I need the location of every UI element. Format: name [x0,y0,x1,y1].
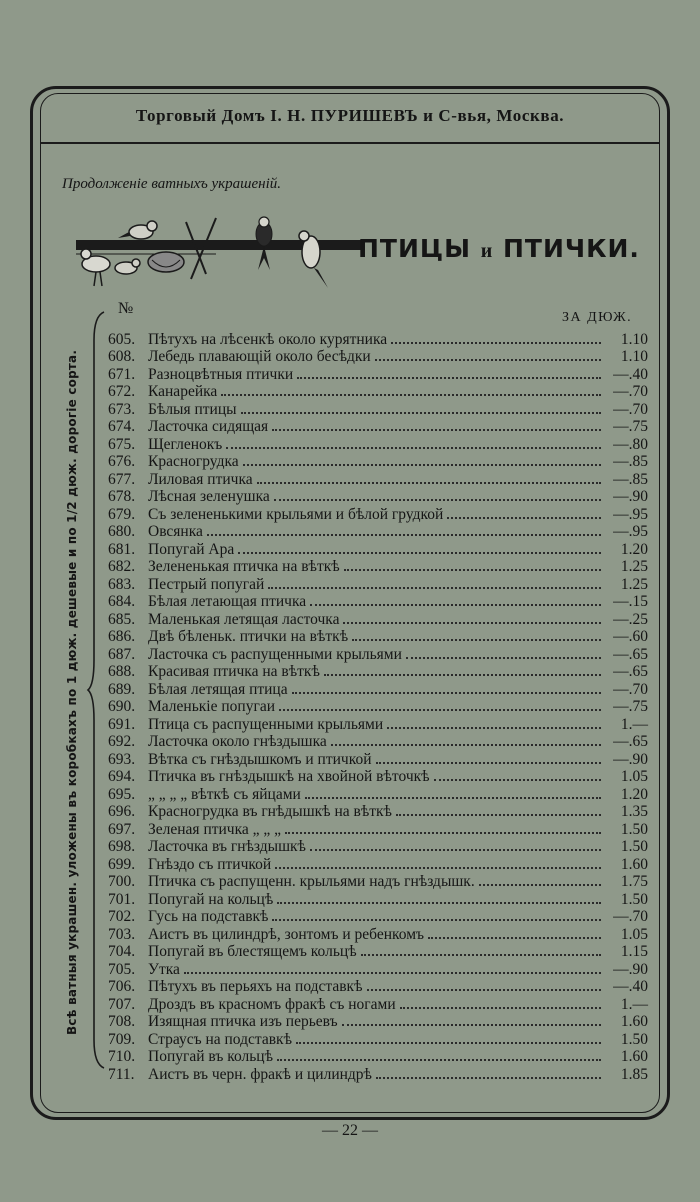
item-price: —.25 [613,610,648,628]
item-price: 1.25 [620,558,648,575]
item-number: 688. [108,663,136,680]
item-price: —.15 [613,593,648,610]
item-description: Красногрудка въ гнѣдышкѣ на вѣткѣ [148,803,392,820]
list-item [108,470,648,488]
item-description: Птичка съ распущенн. крыльями надъ гнѣздышк. [148,873,475,890]
section-subtitle: Продолженіе ватныхъ украшеній. [62,176,281,192]
item-description: Маленькая летящая ласточка [148,610,340,628]
item-description: Зелененькая птичка на вѣткѣ [148,558,340,575]
dot-leader [275,867,601,869]
item-description: Птичка въ гнѣздышкѣ на хвойной вѣточкѣ [148,768,430,785]
dot-leader [324,674,601,676]
item-number: 674. [108,418,136,435]
column-header-price: ЗА ДЮЖ. [562,310,633,325]
dot-leader [331,744,601,746]
dot-leader [375,359,601,361]
item-number: 700. [108,873,136,890]
dot-leader [296,1042,601,1044]
item-number: 695. [108,785,136,803]
item-price: 1.50 [620,838,648,855]
item-number: 710. [108,1048,136,1065]
item-description: Гусь на подставкѣ [148,908,269,925]
dot-leader [428,937,601,939]
list-item [108,890,648,908]
list-item [108,348,648,366]
item-price: —.95 [613,523,648,540]
item-price: —.70 [613,680,648,698]
item-price: 1.05 [620,768,648,785]
item-number: 673. [108,400,136,418]
list-item [108,505,648,523]
dot-leader [279,709,601,711]
item-number: 684. [108,593,136,610]
list-item [108,645,648,663]
item-price: —.65 [613,733,648,750]
list-item [108,733,648,751]
list-item [108,593,648,611]
item-price: —.70 [613,400,648,418]
item-price: 1.10 [620,330,648,348]
item-number: 676. [108,453,136,470]
item-price: 1.35 [620,803,648,820]
dot-leader [257,482,601,484]
item-description: Аистъ въ цилиндрѣ, зонтомъ и ребенкомъ [148,925,425,943]
list-item [108,663,648,681]
item-description: Ласточка сидящая [148,418,269,435]
list-item [108,925,648,943]
item-price: 1.50 [620,820,648,838]
item-number: 706. [108,978,136,995]
item-price: 1.10 [620,348,648,365]
dot-leader [238,552,601,554]
dot-leader [274,499,601,501]
item-price: 1.15 [620,943,648,960]
item-price: 1.50 [620,890,648,908]
item-number: 685. [108,610,136,628]
item-price: 1.20 [620,540,648,558]
list-item [108,1065,648,1083]
list-item [108,610,648,628]
item-number: 702. [108,908,136,925]
list-item [108,698,648,716]
list-item [108,960,648,978]
dot-leader [352,639,601,641]
item-description: Зеленая птичка „ „ „ [148,820,282,838]
item-number: 698. [108,838,136,855]
item-number: 679. [108,505,136,523]
item-description: Гнѣздо съ птичкой [148,855,272,873]
item-number: 709. [108,1030,136,1048]
item-description: Пѣтухъ въ перьяхъ на подставкѣ [148,978,363,995]
item-number: 711. [108,1065,135,1083]
item-description: Маленькіе попугаи [148,698,275,715]
item-description: Птица съ распущенными крыльями [148,715,384,733]
item-number: 605. [108,330,136,348]
dot-leader [207,534,601,536]
item-description: Бѣлая летящая птица [148,680,288,698]
item-number: 705. [108,960,136,978]
list-item [108,820,648,838]
item-number: 693. [108,750,136,768]
dot-leader [243,464,601,466]
list-item [108,575,648,593]
item-description: Пестрый попугай [148,575,265,593]
list-item [108,540,648,558]
item-price: —.65 [613,645,648,663]
item-price: —.85 [613,470,648,488]
item-price: —.75 [613,418,648,435]
dot-leader [400,1007,601,1009]
side-packaging-note: Всѣ ватныя украшен. уложены въ коробкахъ по 1 дюж. дешевые и по 1/2 дюж. дорогіе сорта. [65,349,79,1035]
item-description: Овсянка [148,523,203,540]
header-divider [40,142,660,144]
item-description: Аистъ въ черн. фракѣ и цилиндрѣ [148,1065,372,1083]
item-price: —.70 [613,908,648,925]
dot-leader [447,517,601,519]
item-price: —.95 [613,505,648,523]
item-price: 1.60 [620,1048,648,1065]
item-price: —.90 [613,488,648,505]
dot-leader [277,902,601,904]
birds-vignette-illustration [66,214,366,294]
list-item [108,453,648,471]
list-item [108,523,648,541]
list-item [108,365,648,383]
item-number: 681. [108,540,136,558]
list-item [108,418,648,436]
item-price: —.65 [613,663,648,680]
item-price: —.80 [613,435,648,453]
dot-leader [305,797,601,799]
list-item [108,768,648,786]
dot-leader [310,604,601,606]
list-item [108,855,648,873]
item-price: 1.25 [620,575,648,593]
item-number: 672. [108,383,136,400]
item-description: Лиловая птичка [148,470,253,488]
item-number: 671. [108,365,136,383]
dot-leader [272,429,601,431]
dot-leader [268,587,601,589]
dot-leader [221,394,601,396]
list-item [108,628,648,646]
dot-leader [434,779,601,781]
item-price: —.70 [613,383,648,400]
item-number: 675. [108,435,136,453]
dot-leader [272,919,601,921]
item-price: —.90 [613,750,648,768]
item-description: Ласточка въ гнѣздышкѣ [148,838,306,855]
list-item [108,750,648,768]
item-description: „ „ „ „ вѣткѣ съ яйцами [148,785,301,803]
item-description: Красивая птичка на вѣткѣ [148,663,320,680]
item-description: Попугай въ кольцѣ [148,1048,274,1065]
dot-leader [406,657,601,659]
list-item [108,330,648,348]
list-item [108,400,648,418]
item-description: Красногрудка [148,453,239,470]
dot-leader [241,412,601,414]
dot-leader [292,692,601,694]
dot-leader [184,972,601,974]
item-number: 694. [108,768,136,785]
item-price: 1.— [620,715,648,733]
list-item [108,383,648,401]
dot-leader [376,1077,601,1079]
item-number: 696. [108,803,136,820]
item-description: Попугай Ара [148,540,235,558]
section-title: ПТИЦЫ и ПТИЧКИ. [358,234,640,263]
item-number: 683. [108,575,136,593]
list-item [108,838,648,856]
item-description: Попугай на кольцѣ [148,890,274,908]
list-item [108,785,648,803]
item-price: —.60 [613,628,648,645]
item-description: Попугай въ блестящемъ кольцѣ [148,943,357,960]
dot-leader [310,849,601,851]
list-item [108,978,648,996]
list-item [108,1048,648,1066]
dot-leader [297,377,601,379]
item-description: Утка [148,960,180,978]
list-item [108,715,648,733]
list-item [108,1013,648,1031]
dot-leader [361,954,601,956]
item-description: Разноцвѣтныя птички [148,365,294,383]
item-number: 690. [108,698,136,715]
dot-leader [396,814,601,816]
item-number: 704. [108,943,136,960]
item-price: 1.05 [620,925,648,943]
item-number: 677. [108,470,136,488]
item-price: 1.75 [620,873,648,890]
item-description: Щегленокъ [148,435,223,453]
dot-leader [367,989,602,991]
item-number: 682. [108,558,136,575]
item-price: 1.— [620,995,648,1013]
list-item [108,908,648,926]
item-description: Дроздъ въ красномъ фракѣ съ ногами [148,995,396,1013]
item-description: Съ зелененькими крыльями и бѣлой грудкой [148,505,444,523]
dot-leader [343,622,601,624]
item-number: 687. [108,645,136,663]
dot-leader [344,569,601,571]
item-price: 1.85 [620,1065,648,1083]
dot-leader [277,1059,601,1061]
item-description: Пѣтухъ на лѣсенкѣ около курятника [148,330,388,348]
dot-leader [387,727,601,729]
column-header-number: № [118,300,134,317]
page-number: — 22 — [322,1122,378,1139]
list-item [108,435,648,453]
item-number: 708. [108,1013,136,1030]
list-item [108,488,648,506]
item-price: 1.60 [620,855,648,873]
item-price: —.75 [613,698,648,715]
item-number: 691. [108,715,136,733]
item-number: 697. [108,820,136,838]
list-item [108,558,648,576]
dot-leader [342,1024,601,1026]
price-list [108,330,648,1083]
item-price: —.40 [613,365,648,383]
item-description: Лѣсная зеленушка [148,488,270,505]
item-description: Бѣлая летающая птичка [148,593,307,610]
list-item [108,680,648,698]
item-number: 689. [108,680,136,698]
list-brace [86,310,108,1070]
item-number: 707. [108,995,136,1013]
item-number: 703. [108,925,136,943]
item-number: 678. [108,488,136,505]
item-price: —.90 [613,960,648,978]
item-number: 608. [108,348,136,365]
item-description: Бѣлыя птицы [148,400,237,418]
item-description: Вѣтка съ гнѣздышкомъ и птичкой [148,750,372,768]
dot-leader [376,762,601,764]
list-item [108,995,648,1013]
item-number: 692. [108,733,136,750]
item-price: 1.60 [620,1013,648,1030]
list-item [108,873,648,891]
item-description: Канарейка [148,383,218,400]
item-number: 699. [108,855,136,873]
item-description: Ласточка около гнѣздышка [148,733,327,750]
item-description: Ласточка съ распущенными крыльями [148,645,402,663]
item-description: Лебедь плавающій около бесѣдки [148,348,371,365]
item-price: 1.50 [620,1030,648,1048]
list-item [108,1030,648,1048]
item-number: 701. [108,890,136,908]
item-price: 1.20 [620,785,648,803]
item-number: 686. [108,628,136,645]
item-price: —.85 [613,453,648,470]
item-description: Двѣ бѣленьк. птички на вѣткѣ [148,628,349,645]
list-item [108,803,648,821]
item-description: Страусъ на подставкѣ [148,1030,292,1048]
dot-leader [391,342,601,344]
list-item [108,943,648,961]
item-price: —.40 [613,978,648,995]
item-description: Изящная птичка изъ перьевъ [148,1013,338,1030]
firm-header: Торговый Домъ I. Н. ПУРИШЕВЪ и С-вья, Москва. [135,106,565,125]
dot-leader [226,447,601,449]
dot-leader [479,884,601,886]
dot-leader [285,832,601,834]
item-number: 680. [108,523,136,540]
